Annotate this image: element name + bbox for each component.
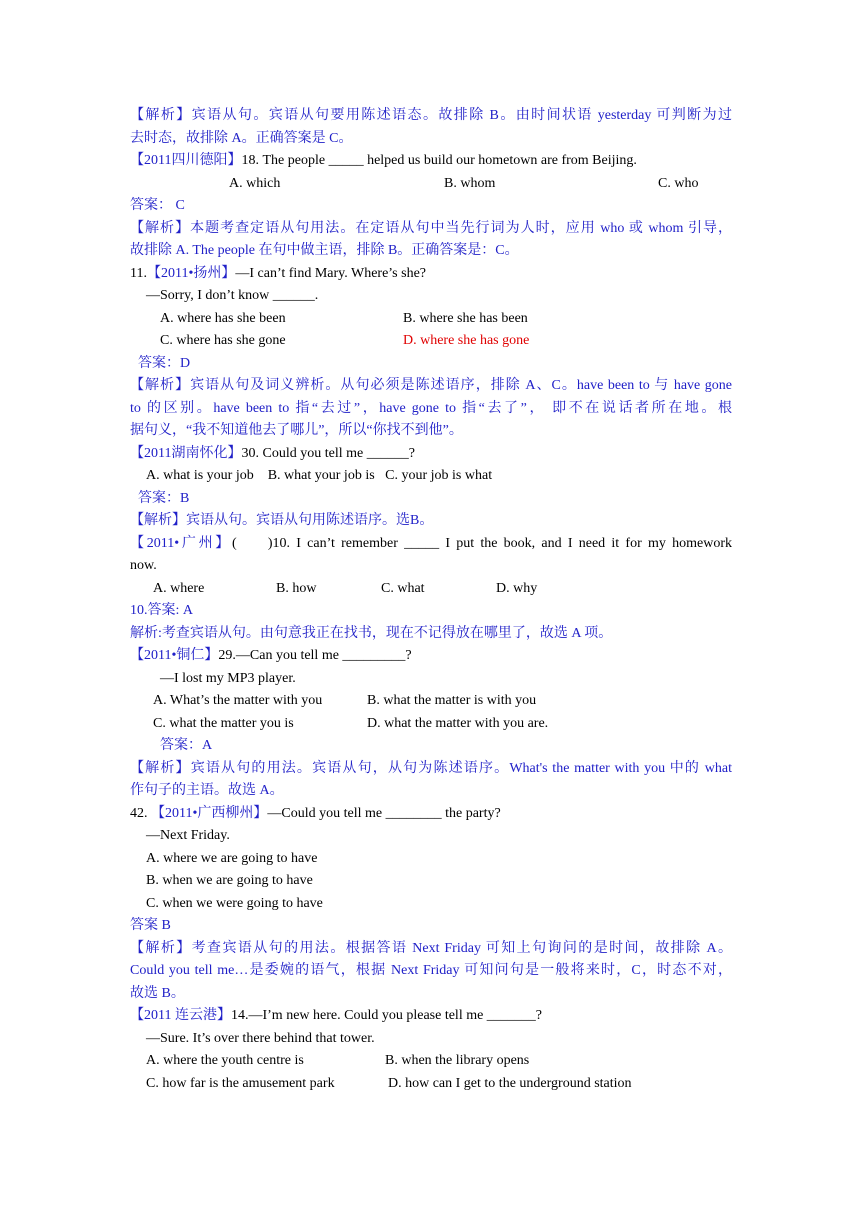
question-text: ( )10. I can’t remember _____ I put the book, and I need it for my homework — [232, 535, 732, 551]
explanation-line: 解析:考查宾语从句。由句意我正在找书，现在不记得放在哪里了，故选 A 项。 — [130, 625, 613, 641]
answer-line: 答案 B — [130, 918, 171, 933]
option-c: C. when we were going to have — [146, 895, 323, 911]
option-c: C. what — [381, 580, 425, 596]
options-row — [130, 173, 732, 196]
option-a: A. where has she been — [160, 310, 286, 326]
option-c: C. how far is the amusement park — [146, 1075, 335, 1091]
question-source: 【2011•扬州】 — [146, 265, 236, 281]
question-text: 29.—Can you tell me _________? — [218, 648, 412, 663]
question-stem — [130, 443, 732, 466]
explanation-line: Could you tell me…是委婉的语气，根据 Next Friday 可知问句是一般将来时，C，时态不对， — [130, 963, 732, 978]
answer-line: 10.答案: A — [130, 603, 193, 618]
explanation-line: 【解析】宾语从句。宾语从句用陈述语序。选B。 — [130, 513, 434, 528]
question-stem — [130, 645, 732, 668]
question-line: —Sorry, I don’t know ______. — [146, 288, 319, 303]
question-source: 【2011 连云港】 — [130, 1008, 231, 1023]
question-source: 【2011•广西柳州】 — [151, 805, 268, 821]
options-row — [130, 713, 732, 736]
options-row — [130, 1073, 732, 1096]
explanation-line: 【解析】本题考查定语从句用法。在定语从句中当先行词为人时，应用 who 或 whom 引导， — [130, 220, 732, 236]
options-row — [130, 330, 732, 353]
explanation-line: 据句义，“我不知道他去了哪儿”，所以“你找不到他”。 — [130, 423, 463, 438]
question-source: 【2011•铜仁】 — [130, 648, 219, 663]
question-source: 【2011四川德阳】 — [130, 153, 242, 168]
question-list — [130, 105, 732, 1095]
question-number: 42. — [130, 805, 148, 821]
answer-line: 答案：A — [160, 738, 213, 753]
option-b: B. what the matter is with you — [367, 693, 537, 708]
option-d: D. where she has gone — [403, 333, 530, 348]
options-row — [130, 578, 732, 601]
options-row — [130, 308, 732, 331]
option-a: A. where the youth centre is — [146, 1053, 304, 1068]
question-line: —Next Friday. — [146, 828, 230, 843]
explanation-line: 【解析】宾语从句及词义辨析。从句必须是陈述语序，排除 A、C。have been to 与 have gone — [130, 378, 732, 393]
question-text: 14.—I’m new here. Could you please tell me _______? — [230, 1008, 543, 1023]
question-stem — [130, 1005, 732, 1028]
explanation-line: 故选 B。 — [130, 985, 185, 1001]
question-text: —I can’t find Mary. Where’s she? — [235, 265, 426, 281]
options-row — [130, 1050, 732, 1073]
option-a: A. where — [153, 580, 205, 596]
explanation-line: 故排除 A. The people 在句中做主语，排除 B。正确答案是：C。 — [130, 243, 519, 258]
question-stem — [130, 803, 732, 826]
analysis-line: 去时态，故排除 A。正确答案是 C。 — [130, 130, 353, 146]
explanation-line: to 的区别。have been to 指“去过”，have gone to 指“去了”， 即不在说话者所在地。根 — [130, 400, 732, 416]
answer-line: 答案： C — [130, 198, 185, 213]
question-line: —I lost my MP3 player. — [160, 670, 296, 686]
question-stem — [130, 150, 732, 173]
option-d: D. what the matter with you are. — [367, 715, 549, 731]
option-c: C. what the matter you is — [153, 715, 294, 731]
explanation-line: 【解析】宾语从句的用法。宾语从句，从句为陈述语序。What's the matter with you 中的 what — [130, 760, 732, 776]
question-line: —Sure. It’s over there behind that tower. — [146, 1030, 375, 1046]
question-text: —Could you tell me ________ the party? — [267, 805, 501, 821]
analysis-line: 【解析】宾语从句。宾语从句要用陈述语态。故排除 B。由时间状语 yesterday 可判断为过 — [130, 108, 732, 123]
option-c: C. where has she gone — [160, 333, 286, 348]
answer-line: 答案：D — [138, 355, 191, 371]
question-source: 【2011湖南怀化】 — [130, 445, 242, 461]
question-stem — [130, 533, 732, 556]
options-row — [130, 690, 732, 713]
options-row: A. what is your job B. what your job is C. your job is what — [146, 468, 493, 483]
option-b: B. how — [276, 580, 317, 596]
explanation-line: 作句子的主语。故选 A。 — [130, 783, 284, 798]
question-stem — [130, 263, 732, 286]
question-number: 11. — [130, 265, 147, 281]
option-d: D. why — [496, 580, 538, 596]
option-b: B. where she has been — [403, 310, 528, 326]
option-b: B. whom — [444, 175, 496, 191]
question-text: 18. The people _____ helped us build our hometown are from Beijing. — [241, 153, 637, 168]
option-d: D. how can I get to the underground station — [388, 1075, 632, 1091]
explanation-line: 【解析】考查宾语从句的用法。根据答语 Next Friday 可知上句询问的是时间，故排除 A。 — [130, 940, 732, 956]
option-b: B. when the library opens — [385, 1053, 530, 1068]
option-a: A. What’s the matter with you — [153, 693, 323, 708]
answer-line: 答案：B — [138, 490, 190, 506]
option-a: A. where we are going to have — [146, 850, 318, 866]
question-text: 30. Could you tell me ______? — [241, 445, 415, 461]
option-a: A. which — [229, 175, 281, 191]
question-line: now. — [130, 558, 157, 573]
question-source: 【2011•广州】 — [130, 535, 233, 551]
option-c: C. who — [658, 175, 699, 191]
option-b: B. when we are going to have — [146, 873, 313, 888]
